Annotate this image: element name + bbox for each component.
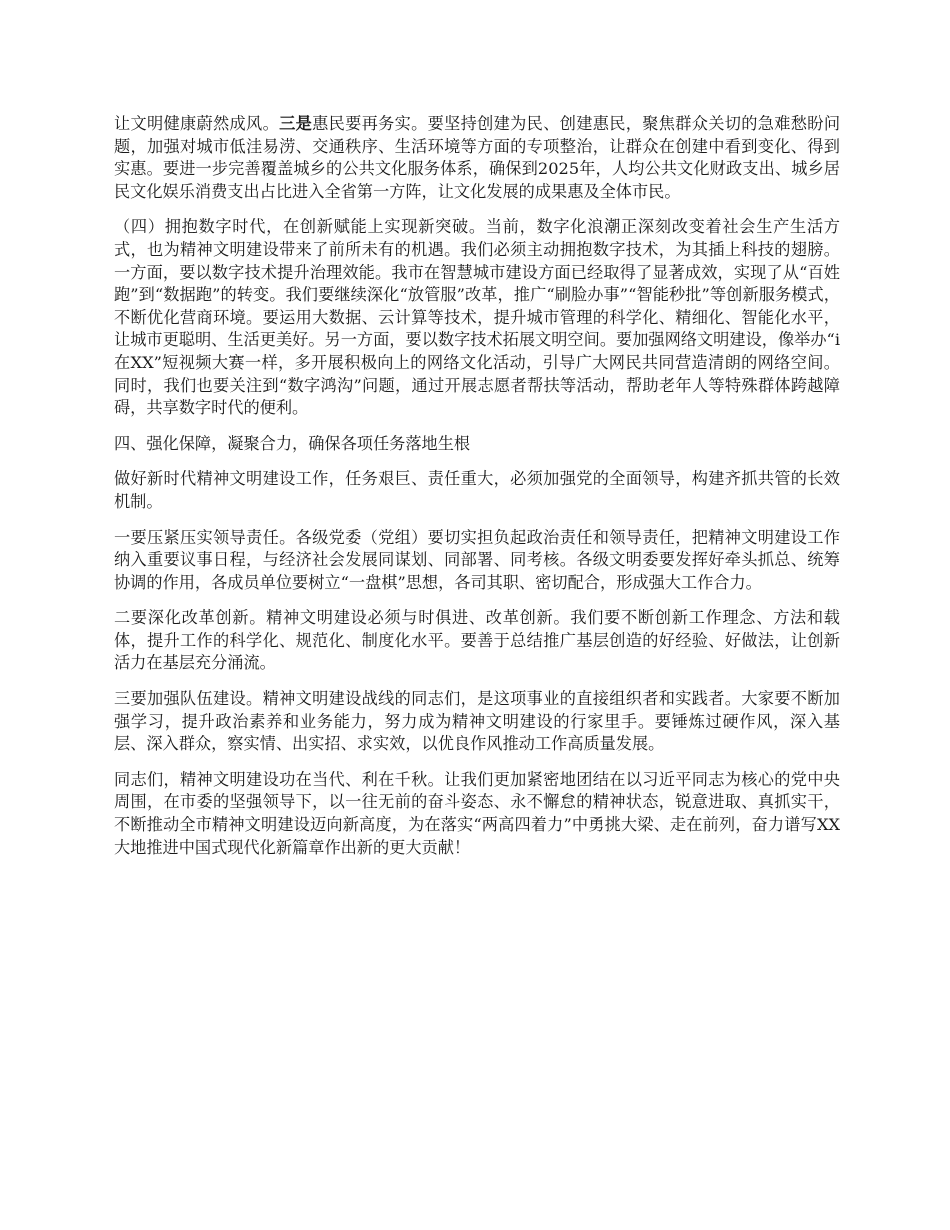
paragraph-digital-era: （四）拥抱数字时代，在创新赋能上实现新突破。当前，数字化浪潮正深刻改变着社会生产生活方式，也为精神文明建设带来了前所未有的机遇。我们必须主动拥抱数字技术，为其插上科技的翅膀。一方面，要以数字技术提升治理效能。我市在智慧城市建设方面已经取得了显著成效，实现了从“百姓跑”到“数据跑”的转变。我们要继续深化“放管服”改革，推广“刷脸办事”“智能秒批”等创新服务模式，不断优化营商环境。要运用大数据、云计算等技术，提升城市管理的科学化、精细化、智能化水平，让城市更聪明、生活更美好。另一方面，要以数字技术拓展文明空间。要加强网络文明建设，像举办“i在XX”短视频大赛一样，多开展积极向上的网络文化活动，引导广大网民共同营造清朗的网络空间。同时，我们也要关注到“数字鸿沟”问题，通过开展志愿者帮扶等活动，帮助老年人等特殊群体跨越障碍，共享数字时代的便利。 <box>114 217 840 418</box>
paragraph-lead-text: 让文明健康蔚然成风。 <box>114 114 280 133</box>
bold-marker-third: 三是 <box>279 114 313 133</box>
paragraph-reform-innovation: 二要深化改革创新。精神文明建设必须与时俱进、改革创新。我们要不断创新工作理念、方法和载体，提升工作的科学化、规范化、制度化水平。要善于总结推广基层创造的好经验、好做法，让创新活力在基层充分涌流。 <box>114 608 840 673</box>
paragraph-civilization-benefits <box>114 113 840 203</box>
paragraph-rest-text: 惠民要再务实。要坚持创建为民、创建惠民，聚焦群众关切的急难愁盼问题，加强对城市低洼易涝、交通秩序、生活环境等方面的专项整治，让群众在创建中看到变化、得到实惠。要进一步完善覆盖城乡的公共文化服务体系，确保到2025年，人均公共文化财政支出、城乡居民文化娱乐消费支出占比进入全省第一方阵，让文化发展的成果惠及全体市民。 <box>114 114 841 201</box>
paragraph-closing-call: 同志们，精神文明建设功在当代、利在千秋。让我们更加紧密地团结在以习近平同志为核心的党中央周围，在市委的坚强领导下，以一往无前的奋斗姿态、永不懈怠的精神状态，锐意进取、真抓实干，不断推动全市精神文明建设迈向新高度，为在落实“两高四着力”中勇挑大梁、走在前列，奋力谱写XX大地推进中国式现代化新篇章作出新的更大贡献！ <box>114 769 840 857</box>
section-heading-guarantee: 四、强化保障，凝聚合力，确保各项任务落地生根 <box>114 433 471 453</box>
paragraph-leadership-responsibility: 一要压紧压实领导责任。各级党委（党组）要切实担负起政治责任和领导责任，把精神文明建设工作纳入重要议事日程，与经济社会发展同谋划、同部署、同考核。各级文明委要发挥好牵头抓总、统筹协调的作用，各成员单位要树立“一盘棋”思想，各司其职、密切配合，形成强大工作合力。 <box>114 527 840 592</box>
paragraph-team-building: 三要加强队伍建设。精神文明建设战线的同志们，是这项事业的直接组织者和实践者。大家要不断加强学习，提升政治素养和业务能力，努力成为精神文明建设的行家里手。要锤炼过硬作风，深入基层、深入群众，察实情、出实招、求实效，以优良作风推动工作高质量发展。 <box>114 689 840 754</box>
paragraph-party-leadership: 做好新时代精神文明建设工作，任务艰巨、责任重大，必须加强党的全面领导，构建齐抓共管的长效机制。 <box>114 469 840 511</box>
document-page <box>114 113 840 872</box>
